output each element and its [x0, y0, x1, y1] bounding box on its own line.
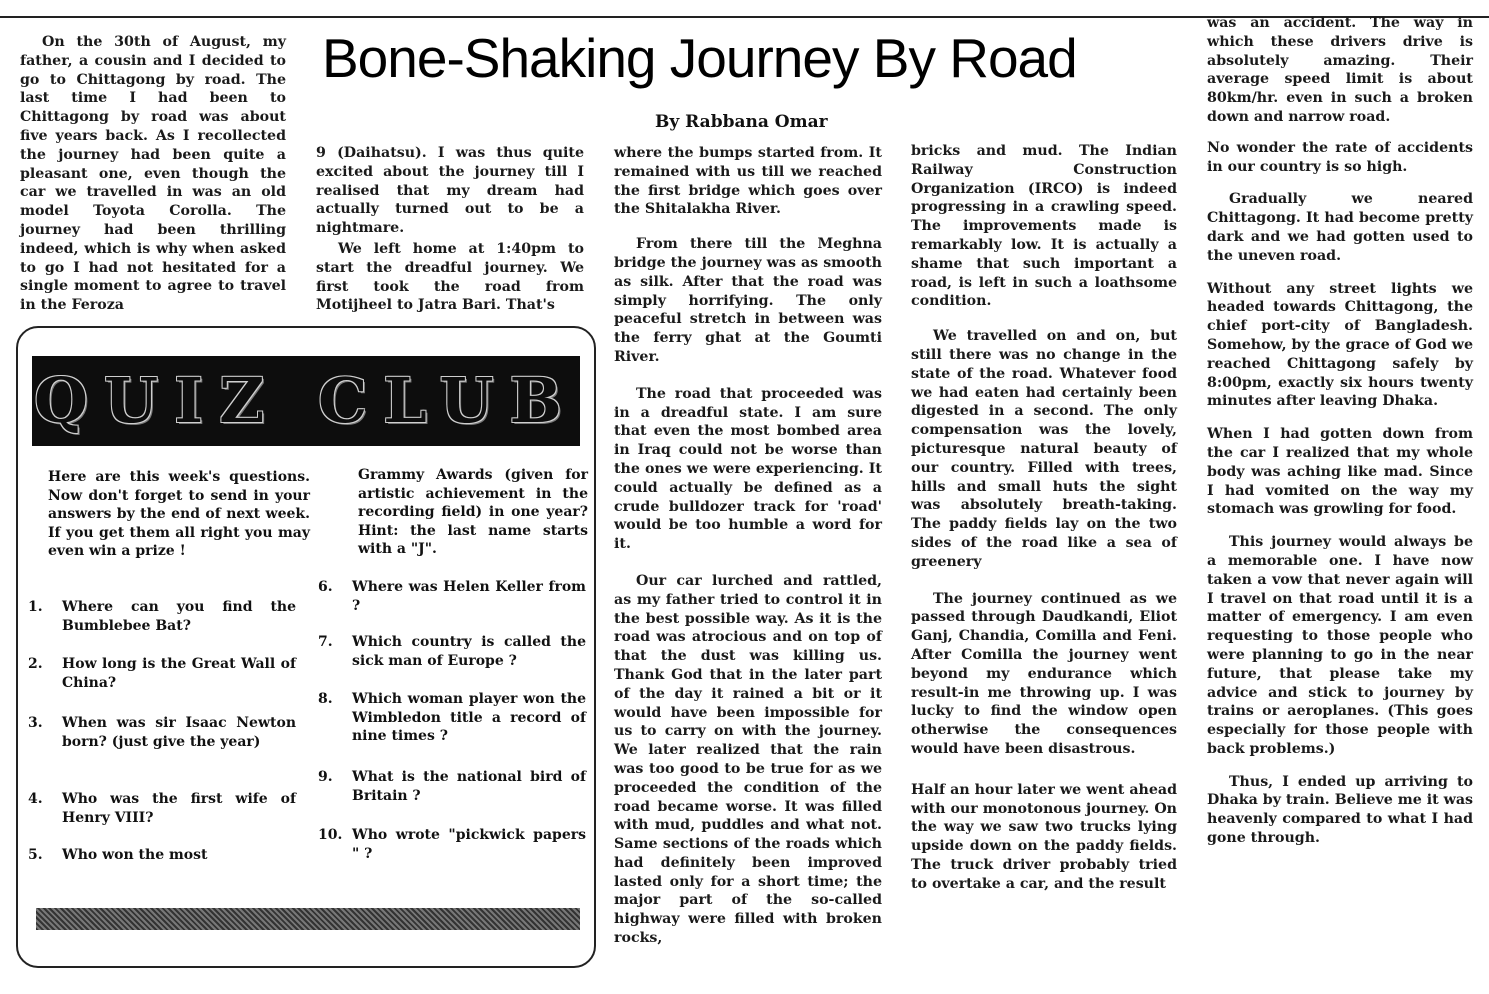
- quiz-question-text: How long is the Great Wall of China?: [62, 656, 296, 691]
- quiz-question-text: When was sir Isaac Newton born? (just give the year): [62, 715, 296, 750]
- article-paragraph: From there till the Meghna bridge the journey was as smooth as silk. After that the road was simply horrifying. The only peaceful stretch in between was the ferry ghat at the Goumti River.: [614, 236, 882, 365]
- quiz-question-text: Who won the most: [62, 847, 208, 863]
- article-paragraph: No wonder the rate of accidents in our country is so high.: [1207, 139, 1473, 175]
- article-paragraph: 9 (Daihatsu). I was thus quite excited about the journey till I realised that my dream had actually turned out to be a nightmare.: [316, 145, 584, 237]
- quiz-question-number: 2.: [28, 656, 43, 672]
- article-paragraph: Our car lurched and rattled, as my father tried to control it in the best possible way. As it is the road was atrocious and on top of that the dust was killing us. Thank God that in the later part of the day it rained a bit or it would have been impossible for us to carry on with the journey. We later realized that the rain was too good to be true for as we proceeded the condition of the road became worse. It was filled with mud, puddles and what not. Same sections of the roads which had definitely been improved lasted only for a short time; the major part of the so-called highway were filled with broken rocks,: [614, 572, 882, 947]
- article-paragraph: The road that proceeded was in a dreadful state. I am sure that even the most bombed area in Iraq could not be worse than the ones we were experiencing. It could actually be defined as a crude bulldozer track for 'road' would be too humble a word for it.: [614, 385, 882, 553]
- quiz-question-text: Which country is called the sick man of Europe ?: [352, 634, 586, 669]
- article-column-3: [614, 144, 882, 962]
- article-byline: By Rabbana Omar: [655, 112, 828, 132]
- quiz-question-5-continued: Grammy Awards (given for artistic achievement in the recording field) in one year? Hint: the last name starts with a "J".: [358, 467, 588, 557]
- article-paragraph: Gradually we neared Chittagong. It had become pretty dark and we had gotten used to the uneven road.: [1207, 191, 1473, 264]
- article-paragraph: The journey continued as we passed through Daudkandi, Eliot Ganj, Chandia, Comilla and Feni. After Comilla the journey went beyond my endurance which result-in me throwing up. I was lucky to find the window open otherwise the consequences would have been disastrous.: [911, 590, 1177, 757]
- quiz-question-text: What is the national bird of Britain ?: [352, 769, 586, 804]
- quiz-question-text: Which woman player won the Wimbledon title a record of nine times ?: [352, 691, 586, 744]
- quiz-question-number: 3.: [28, 715, 43, 731]
- quiz-question-number: 10.: [318, 827, 343, 843]
- article-paragraph: bricks and mud. The Indian Railway Construction Organization (IRCO) is indeed progressing in a crawling speed. The improvements made is remarkably low. It is actually a shame that such important a road, is left in such a loathsome condition.: [911, 143, 1177, 310]
- quiz-question-number: 1.: [28, 599, 43, 615]
- article-column-4: [911, 142, 1177, 907]
- quiz-question-text: Where can you find the Bumblebee Bat?: [62, 599, 296, 634]
- article-paragraph: Thus, I ended up arriving to Dhaka by train. Believe me it was heavenly compared to what I had gone through.: [1207, 773, 1473, 847]
- quiz-question-number: 9.: [318, 769, 333, 785]
- quiz-footer-bar: [36, 908, 580, 930]
- quiz-question-text: Where was Helen Keller from ?: [352, 579, 586, 614]
- quiz-question-number: 6.: [318, 579, 333, 595]
- article-column-2: [316, 144, 584, 329]
- article-paragraph: On the 30th of August, my father, a cousin and I decided to go to Chittagong by road. The last time I had been to Chittagong by road was about five years back. As I recollected the journey had been quite a pleasant one, even though the car we travelled in was an old model Toyota Corolla. The journey had been thrilling indeed, which is why when asked to go I had not hesitated for a single moment to agree to travel in the Feroza: [20, 34, 286, 314]
- article-paragraph: We travelled on and on, but still there was no change in the state of the road. Whatever food we had eaten had certainly been digested in a second. The only compensation was the lovely, picturesque natural beauty of our country. Filled with trees, hills and small huts the sight was absolutely breath-taking. The paddy fields lay on the two sides of the road like a sea of greenery: [911, 328, 1177, 570]
- quiz-question-number: 7.: [318, 634, 333, 650]
- quiz-club-banner: QUIZ CLUB: [32, 356, 580, 446]
- article-paragraph: This journey would always be a memorable one. I have now taken a vow that never again will I travel on that road until it is a matter of emergency. I am even requesting to those people who were planning to go in the near future, that please take my advice and stick to journey by trains or aeroplanes. (This goes especially for those people with back problems.): [1207, 534, 1473, 757]
- article-paragraph: We left home at 1:40pm to start the dreadful journey. We first took the road from Motijheel to Jatra Bari. That's: [316, 240, 584, 314]
- article-paragraph: When I had gotten down from the car I realized that my whole body was aching like mad. Since I had vomited on the way my stomach was growling for food.: [1207, 426, 1473, 518]
- article-paragraph: was an accident. The way in which these drivers drive is absolutely amazing. Their average speed limit is about 80km/hr. even in such a broken down and narrow road.: [1207, 15, 1473, 125]
- article-column-5: [1207, 14, 1473, 862]
- quiz-question-number: 8.: [318, 691, 333, 707]
- quiz-question-number: 4.: [28, 791, 43, 807]
- article-column-1: [20, 33, 286, 329]
- quiz-question-number: 5.: [28, 847, 43, 863]
- article-title: Bone-Shaking Journey By Road: [322, 27, 1077, 89]
- quiz-question-text: Who wrote "pickwick papers " ?: [352, 827, 586, 862]
- quiz-question-text: Who was the first wife of Henry VIII?: [62, 791, 296, 826]
- article-paragraph: where the bumps started from. It remained with us till we reached the first bridge which goes over the Shitalakha River.: [614, 145, 882, 218]
- quiz-intro: Here are this week's questions. Now don't forget to send in your answers by the end of next week. If you get them all right you may even win a prize !: [48, 469, 310, 559]
- quiz-club-box: [16, 326, 596, 968]
- article-paragraph: Half an hour later we went ahead with our monotonous journey. On the way we saw two trucks lying upside down on the paddy fields. The truck driver probably tried to overtake a car, and the result: [911, 781, 1177, 892]
- article-paragraph: Without any street lights we headed towards Chittagong, the chief port-city of Bangladesh. Somehow, by the grace of God we reached Chittagong safely by 8:00pm, exactly six hours twenty minutes after leaving Dhaka.: [1207, 280, 1473, 410]
